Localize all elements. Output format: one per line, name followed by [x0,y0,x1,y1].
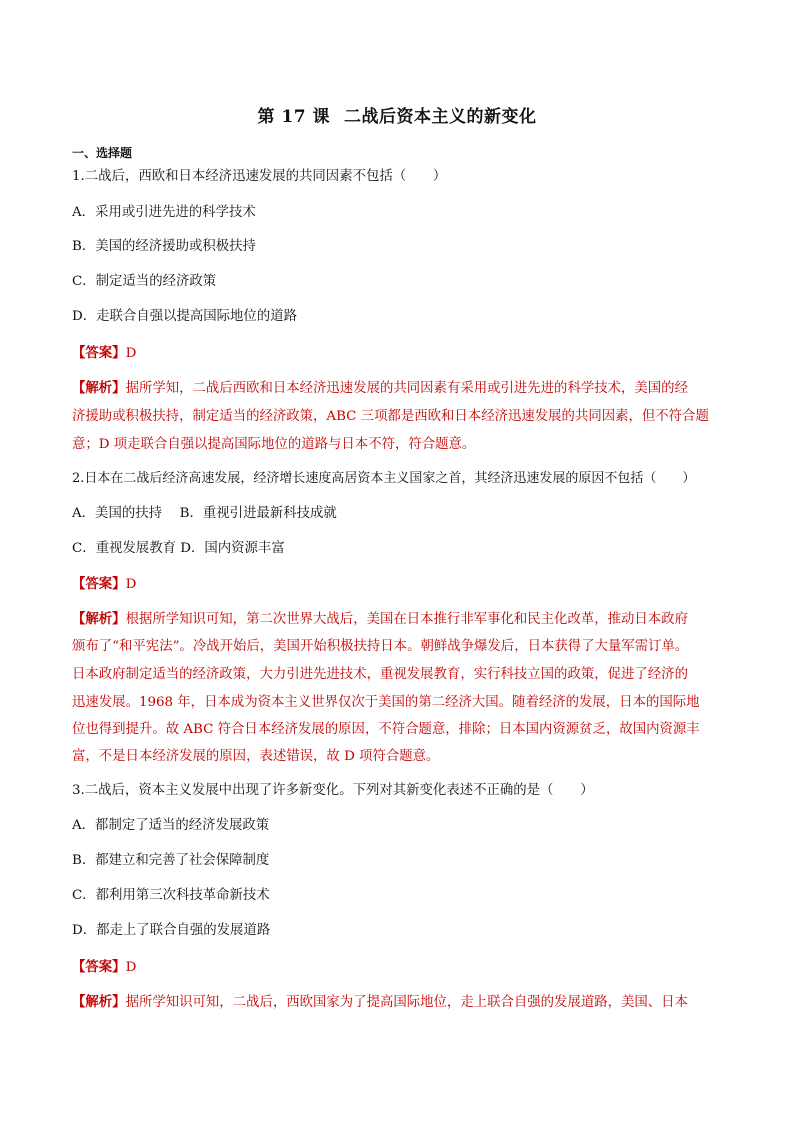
question-2-analysis-line [72,610,688,629]
analysis-label: 【解析】 [72,380,126,396]
question-2-answer [72,575,136,594]
analysis-text: 据所学知识可知，二战后，西欧国家为了提高国际地位，走上联合自强的发展道路，美国、日本 [125,995,688,1010]
question-1-stem: 1.二战后，西欧和日本经济迅速发展的共同因素不包括（ ） [72,169,447,184]
question-1-option-b: B．美国的经济援助或积极扶持 [72,239,256,254]
answer-label: 【答案】 [72,959,126,975]
analysis-text: 根据所学知识可知，第二次世界大战后，美国在日本推行非军事化和民主化改革，推动日本政府 [125,612,688,627]
answer-value: D [125,577,137,592]
analysis-label: 【解析】 [72,994,126,1010]
question-1-analysis-line: 意；D 项走联合自强以提高国际地位的道路与日本不符，符合题意。 [72,437,476,452]
page-title [72,102,722,127]
question-3-option-d: D．都走上了联合自强的发展道路 [72,923,271,938]
answer-value: D [125,346,137,361]
question-2-analysis-line: 迅速发展。1968 年，日本成为资本主义世界仅次于美国的第二经济大国。随着经济的发展，日本的国际地 [72,695,700,710]
question-3-option-b: B．都建立和完善了社会保障制度 [72,853,270,868]
question-1-option-c: C．制定适当的经济政策 [72,274,217,289]
question-2-options-row-2: C．重视发展教育 D．国内资源丰富 [72,541,285,556]
question-1-analysis-line [72,379,688,398]
lesson-title: 二战后资本主义的新变化 [344,107,537,127]
question-2-analysis-line: 日本政府制定适当的经济政策，大力引进先进技术，重视发展教育，实行科技立国的政策，促进了经济的 [72,667,688,682]
answer-label: 【答案】 [72,345,126,361]
answer-value: D [125,960,137,975]
question-1-analysis-line: 济援助或积极扶持，制定适当的经济政策，ABC 三项都是西欧和日本经济迅速发展的共同因素，但不符合题 [72,409,709,424]
analysis-text: 据所学知，二战后西欧和日本经济迅速发展的共同因素有采用或引进先进的科学技术，美国的经 [125,381,688,396]
question-1-option-a: A．采用或引进先进的科学技术 [72,205,256,220]
question-1-answer [72,344,136,363]
answer-label: 【答案】 [72,576,126,592]
question-2-analysis-line: 颁布了“和平宪法”。冷战开始后，美国开始积极扶持日本。朝鲜战争爆发后，日本获得了大量军需订单。 [72,639,689,654]
question-2-analysis-line: 富，不是日本经济发展的原因，表述错误，故 D 项符合题意。 [72,749,440,764]
lesson-number: 第 17 课 [257,107,330,127]
analysis-label: 【解析】 [72,611,126,627]
question-3-answer [72,958,136,977]
question-3-analysis-line [72,993,688,1012]
question-3-option-a: A．都制定了适当的经济发展政策 [72,818,270,833]
question-3-stem: 3.二战后，资本主义发展中出现了许多新变化。下列对其新变化表述不正确的是（ ） [72,783,594,798]
question-1-option-d: D．走联合自强以提高国际地位的道路 [72,309,297,324]
section-heading: 一、选择题 [72,146,133,160]
question-2-stem: 2.日本在二战后经济高速发展，经济增长速度高居资本主义国家之首，其经济迅速发展的原因不包括（ ） [72,471,696,486]
question-2-options-row-1: A．美国的扶持 B．重视引进最新科技成就 [72,506,337,521]
question-3-option-c: C．都利用第三次科技革命新技术 [72,888,270,903]
question-2-analysis-line: 位也得到提升。故 ABC 符合日本经济发展的原因，不符合题意，排除；日本国内资源贫乏，故国内资源丰 [72,722,700,737]
